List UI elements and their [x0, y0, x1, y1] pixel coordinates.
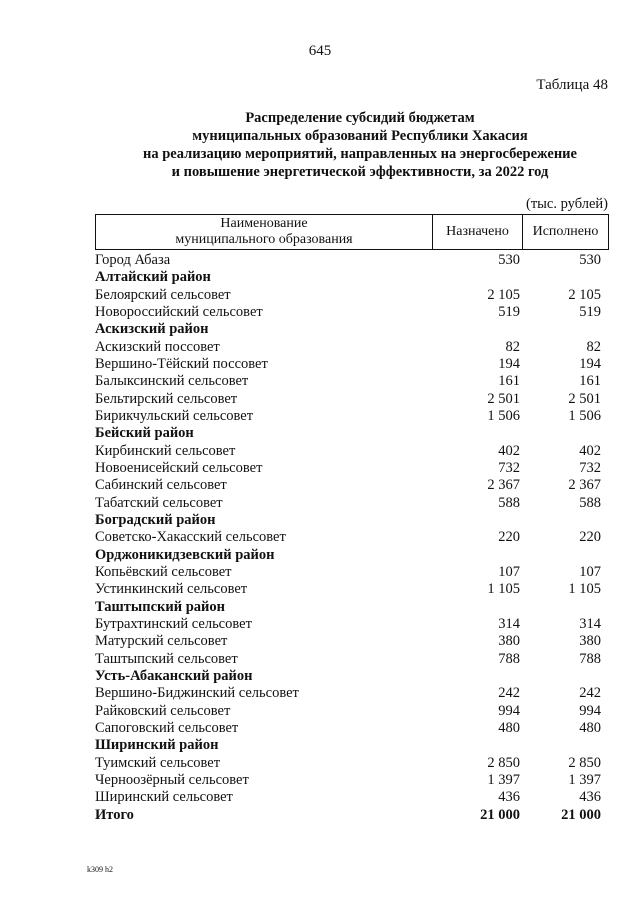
row-assigned: 436	[498, 789, 520, 806]
row-assigned: 380	[498, 633, 520, 650]
table-row	[95, 720, 609, 737]
row-name: Итого	[95, 806, 134, 823]
row-executed: 480	[579, 719, 601, 736]
row-name: Аскизский поссовет	[95, 338, 220, 355]
row-executed: 519	[579, 303, 601, 320]
row-assigned: 82	[505, 338, 520, 355]
row-assigned: 1 506	[487, 407, 520, 424]
table-title	[60, 109, 640, 181]
row-assigned: 21 000	[480, 806, 520, 823]
row-executed: 402	[579, 442, 601, 459]
row-assigned: 519	[498, 303, 520, 320]
row-assigned: 480	[498, 719, 520, 736]
row-name: Аскизский район	[95, 321, 209, 338]
table-row	[95, 789, 609, 806]
table-row	[95, 633, 609, 650]
table-header	[95, 214, 609, 250]
row-assigned: 994	[498, 702, 520, 719]
row-executed: 994	[579, 702, 601, 719]
row-assigned: 732	[498, 459, 520, 476]
row-name: Копьёвский сельсовет	[95, 563, 232, 580]
row-executed: 1 397	[568, 771, 601, 788]
table-row	[95, 616, 609, 633]
district-header-row	[95, 512, 609, 529]
row-executed: 588	[579, 494, 601, 511]
row-name: Бейский район	[95, 425, 194, 442]
row-executed: 314	[579, 615, 601, 632]
row-name: Новоенисейский сельсовет	[95, 459, 263, 476]
header-assigned: Назначено	[433, 215, 523, 249]
table-row	[95, 477, 609, 494]
row-name: Город Абаза	[95, 252, 171, 268]
district-header-row	[95, 599, 609, 616]
row-assigned: 314	[498, 615, 520, 632]
row-name: Белоярский сельсовет	[95, 286, 231, 303]
row-name: Вершино-Тёйский поссовет	[95, 355, 268, 372]
title-line: муниципальных образований Республики Хакасия	[192, 128, 528, 144]
row-executed: 242	[579, 685, 601, 702]
header-name-line: Наименование	[220, 216, 308, 231]
row-executed: 161	[579, 373, 601, 390]
row-name: Балыксинский сельсовет	[95, 373, 249, 390]
table-row	[95, 460, 609, 477]
district-header-row	[95, 321, 609, 338]
row-name: Туимский сельсовет	[95, 754, 221, 771]
table-row	[95, 443, 609, 460]
row-name: Кирбинский сельсовет	[95, 442, 236, 459]
units-label: (тыс. рублей)	[526, 196, 608, 212]
row-name: Новороссийский сельсовет	[95, 303, 263, 320]
row-name: Таштыпский район	[95, 598, 225, 615]
footer-code: k309 h2	[87, 865, 113, 874]
table-body	[95, 252, 609, 824]
table-row	[95, 287, 609, 304]
row-name: Табатский сельсовет	[95, 494, 223, 511]
row-assigned: 2 105	[487, 286, 520, 303]
table-row	[95, 755, 609, 772]
total-row	[95, 807, 609, 824]
row-executed: 21 000	[561, 806, 601, 823]
row-name: Таштыпский сельсовет	[95, 650, 238, 667]
table-row	[95, 529, 609, 546]
row-executed: 788	[579, 650, 601, 667]
row-executed: 220	[579, 529, 601, 546]
row-executed: 436	[579, 789, 601, 806]
row-executed: 2 501	[568, 390, 601, 407]
row-executed: 2 367	[568, 477, 601, 494]
header-name-line: муниципального образования	[175, 232, 353, 247]
row-assigned: 220	[498, 529, 520, 546]
table-row	[95, 252, 609, 269]
row-assigned: 242	[498, 685, 520, 702]
district-header-row	[95, 547, 609, 564]
table-row	[95, 651, 609, 668]
row-assigned: 788	[498, 650, 520, 667]
row-executed: 2 850	[568, 754, 601, 771]
row-executed: 107	[579, 563, 601, 580]
row-assigned: 194	[498, 355, 520, 372]
row-executed: 2 105	[568, 286, 601, 303]
row-assigned: 107	[498, 563, 520, 580]
table-row	[95, 356, 609, 373]
row-executed: 194	[579, 355, 601, 372]
table-row	[95, 408, 609, 425]
row-executed: 1 105	[568, 581, 601, 598]
row-executed: 1 506	[568, 407, 601, 424]
header-name-column	[96, 215, 433, 249]
row-executed: 732	[579, 459, 601, 476]
table-row	[95, 373, 609, 390]
row-assigned: 2 850	[487, 754, 520, 771]
row-name: Бутрахтинский сельсовет	[95, 615, 252, 632]
table-row	[95, 703, 609, 720]
row-name: Ширинский сельсовет	[95, 789, 233, 806]
row-name: Бельтирский сельсовет	[95, 390, 238, 407]
district-header-row	[95, 737, 609, 754]
title-line: и повышение энергетической эффективности, за 2022 год	[171, 164, 549, 180]
row-executed: 530	[579, 252, 601, 268]
row-assigned: 530	[498, 252, 520, 268]
header-executed: Исполнено	[532, 224, 599, 239]
table-row	[95, 495, 609, 512]
row-assigned: 2 367	[487, 477, 520, 494]
row-name: Сабинский сельсовет	[95, 477, 227, 494]
table-row	[95, 772, 609, 789]
table-row	[95, 564, 609, 581]
row-name: Ширинский район	[95, 737, 219, 754]
district-header-row	[95, 269, 609, 286]
row-assigned: 1 397	[487, 771, 520, 788]
title-line: Распределение субсидий бюджетам	[245, 110, 475, 126]
row-name: Алтайский район	[95, 269, 211, 286]
row-assigned: 2 501	[487, 390, 520, 407]
row-name: Райковский сельсовет	[95, 702, 231, 719]
table-label: Таблица 48	[536, 77, 608, 93]
table-row	[95, 581, 609, 598]
table-row	[95, 304, 609, 321]
row-assigned: 161	[498, 373, 520, 390]
table-row	[95, 391, 609, 408]
district-header-row	[95, 668, 609, 685]
row-name: Бирикчульский сельсовет	[95, 407, 254, 424]
row-name: Матурский сельсовет	[95, 633, 228, 650]
page-number: 645	[308, 43, 332, 59]
row-name: Усть-Абаканский район	[95, 667, 253, 684]
row-name: Советско-Хакасский сельсовет	[95, 529, 286, 546]
row-executed: 380	[579, 633, 601, 650]
row-executed: 82	[586, 338, 601, 355]
row-name: Орджоникидзевский район	[95, 546, 275, 563]
district-header-row	[95, 425, 609, 442]
row-name: Устинкинский сельсовет	[95, 581, 248, 598]
row-name: Боградский район	[95, 511, 216, 528]
table-row	[95, 339, 609, 356]
row-name: Вершино-Биджинский сельсовет	[95, 685, 299, 702]
title-line: на реализацию мероприятий, направленных на энергосбережение	[143, 146, 577, 162]
row-name: Сапоговский сельсовет	[95, 719, 239, 736]
row-assigned: 1 105	[487, 581, 520, 598]
row-name: Черноозёрный сельсовет	[95, 771, 249, 788]
row-assigned: 402	[498, 442, 520, 459]
table-row	[95, 685, 609, 702]
row-assigned: 588	[498, 494, 520, 511]
